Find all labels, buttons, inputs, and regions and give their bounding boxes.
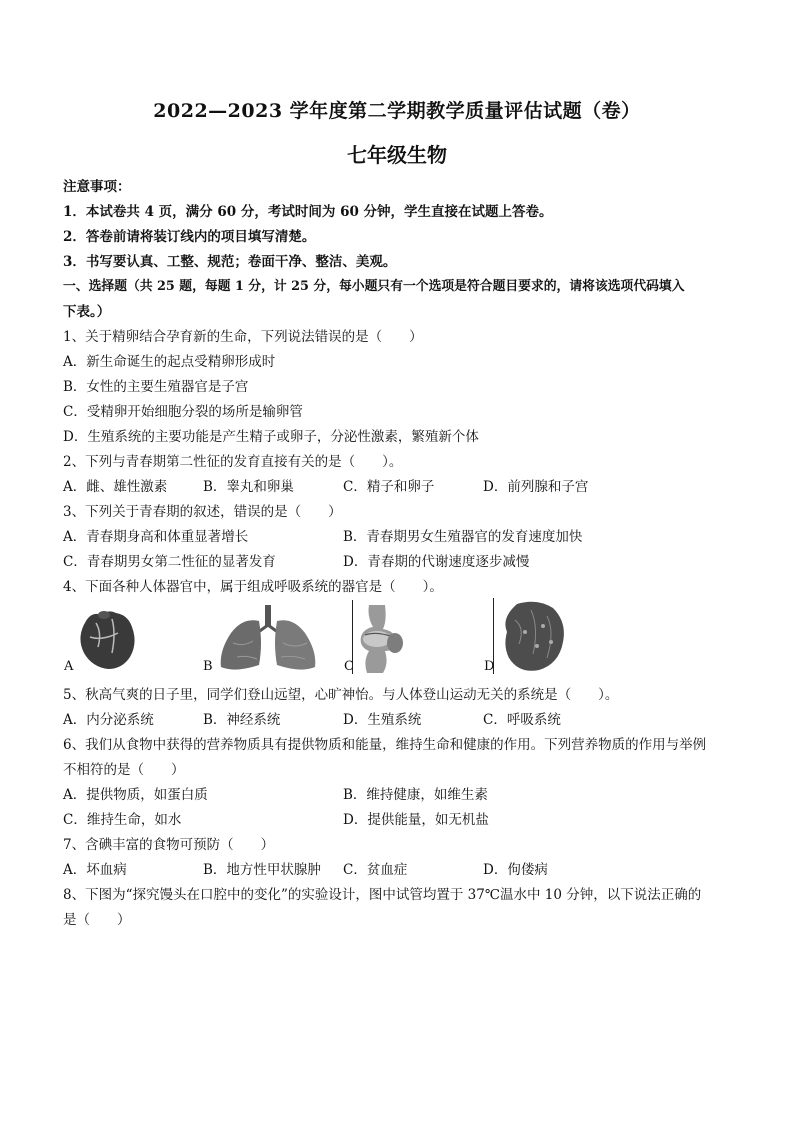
notice-heading: 注意事项： xyxy=(63,179,131,195)
lungs-icon xyxy=(213,603,323,675)
q8-stem-line2: 是（ ） xyxy=(63,912,131,928)
q1-option-c: C．受精卵开始细胞分裂的场所是输卵管 xyxy=(63,404,303,420)
q6-stem-line2: 不相符的是（ ） xyxy=(63,762,185,778)
q6-option-c: C．维持生命，如水 xyxy=(63,812,182,828)
heart-icon xyxy=(72,603,142,673)
exam-subtitle: 七年级生物 xyxy=(347,143,447,167)
section-intro-line1: 一、选择题（共 25 题，每题 1 分，计 25 分，每小题只有一个选项是符合题目要求的，请将该选项代码填入 xyxy=(63,279,685,294)
q3-stem: 3、下列关于青春期的叙述，错误的是（ ） xyxy=(63,504,342,520)
q5-option-b: B．神经系统 xyxy=(203,712,281,728)
q5-option-c: C．呼吸系统 xyxy=(483,712,561,728)
q1-stem: 1、关于精卵结合孕育新的生命，下列说法错误的是（ ） xyxy=(63,329,423,345)
q5-stem: 5、秋高气爽的日子里，同学们登山远望，心旷神怡。与人体登山运动无关的系统是（ ）。 xyxy=(63,687,619,703)
q4-label-d: D xyxy=(484,659,495,674)
q3-option-c: C．青春期男女第二性征的显著发育 xyxy=(63,554,276,570)
q6-stem-line1: 6、我们从食物中获得的营养物质具有提供物质和能量，维持生命和健康的作用。下列营养物质的作用与举例 xyxy=(63,737,707,753)
exam-title: 2022—2023 学年度第二学期教学质量评估试题（卷） xyxy=(153,100,641,122)
q2-option-c: C．精子和卵子 xyxy=(343,479,435,495)
q7-option-c: C．贫血症 xyxy=(343,862,408,878)
heart-image xyxy=(72,603,142,673)
q2-stem: 2、下列与青春期第二性征的发育直接有关的是（ ）。 xyxy=(63,454,403,470)
q1-option-b: B．女性的主要生殖器官是子宫 xyxy=(63,379,249,395)
q3-option-d: D．青春期的代谢速度逐步减慢 xyxy=(343,554,530,570)
q6-option-a: A．提供物质，如蛋白质 xyxy=(63,787,208,803)
q2-option-b: B．睾丸和卵巢 xyxy=(203,479,294,495)
lungs-image xyxy=(213,603,323,675)
q4-stem: 4、下面各种人体器官中，属于组成呼吸系统的器官是（ ）。 xyxy=(63,579,443,595)
q2-option-a: A．雌、雄性激素 xyxy=(63,479,168,495)
section-intro-line2: 下表。） xyxy=(63,304,111,320)
notice-item-1: 1．本试卷共 4 页，满分 60 分，考试时间为 60 分钟，学生直接在试题上答卷。 xyxy=(63,204,553,220)
q7-option-d: D．佝偻病 xyxy=(483,862,548,878)
q2-option-d: D．前列腺和子宫 xyxy=(483,479,589,495)
q4-label-b: B xyxy=(203,659,213,674)
knee-joint-image xyxy=(355,603,415,675)
q5-option-d: D．生殖系统 xyxy=(343,712,422,728)
q4-label-a: A xyxy=(64,659,74,674)
q7-option-b: B．地方性甲状腺肿 xyxy=(203,862,321,878)
kidney-image xyxy=(497,598,569,674)
bone-joint-icon xyxy=(355,603,415,675)
q6-option-b: B．维持健康，如维生素 xyxy=(343,787,488,803)
q5-option-a: A．内分泌系统 xyxy=(63,712,154,728)
q1-option-d: D．生殖系统的主要功能是产生精子或卵子，分泌性激素，繁殖新个体 xyxy=(63,429,479,445)
notice-item-3: 3．书写要认真、工整、规范；卷面干净、整洁、美观。 xyxy=(63,254,397,270)
q7-option-a: A．坏血病 xyxy=(63,862,127,878)
q6-option-d: D．提供能量，如无机盐 xyxy=(343,812,489,828)
q3-option-b: B．青春期男女生殖器官的发育速度加快 xyxy=(343,529,583,545)
q1-option-a: A．新生命诞生的起点受精卵形成时 xyxy=(63,354,276,370)
q7-stem: 7、含碘丰富的食物可预防（ ） xyxy=(63,837,275,853)
notice-item-2: 2．答卷前请将装订线内的项目填写清楚。 xyxy=(63,229,316,245)
organ-icon xyxy=(497,598,569,674)
q8-stem-line1: 8、下图为“探究馒头在口腔中的变化”的实验设计，图中试管均置于 37℃温水中 10 分钟，以下说法正确的 xyxy=(63,887,702,903)
q3-option-a: A．青春期身高和体重显著增长 xyxy=(63,529,249,545)
q4-label-c: C xyxy=(344,659,354,674)
